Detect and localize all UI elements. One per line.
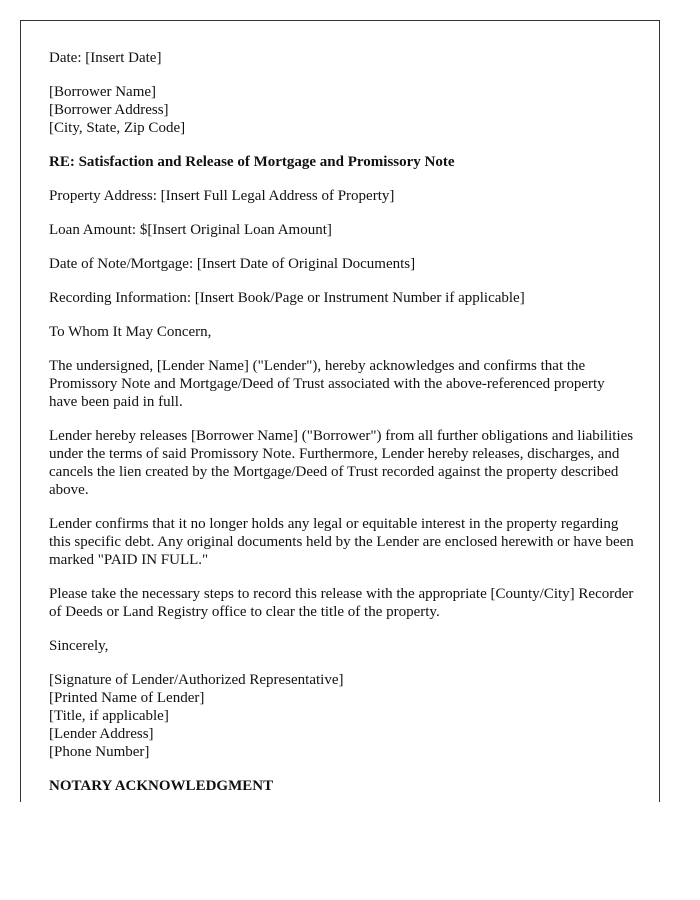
borrower-address: [Borrower Address] [49,102,169,118]
recording-info-line: Recording Information: [Insert Book/Page or Instrument Number if applicable] [49,290,525,306]
borrower-city-state-zip: [City, State, Zip Code] [49,120,186,136]
date-of-note-line: Date of Note/Mortgage: [Insert Date of Original Documents] [49,256,416,272]
signature-line: [Signature of Lender/Authorized Representative] [49,672,344,688]
letter-body [49,49,634,802]
borrower-address-block [49,83,634,137]
lender-address-line: [Lender Address] [49,726,154,742]
title-line: [Title, if applicable] [49,708,169,724]
paragraph-record-request: Please take the necessary steps to record this release with the appropriate [County/City] Recorder of Deeds or Land Registry office to clear the title of the property. [49,586,634,620]
phone-number-line: [Phone Number] [49,744,150,760]
subject-line: RE: Satisfaction and Release of Mortgage and Promissory Note [49,154,455,170]
paragraph-release: Lender hereby releases [Borrower Name] ("Borrower") from all further obligations and liabilities under the terms of said Promissory Note. Furthermore, Lender hereby releases, discharges, and cancels the lien created by the Mortgage/Deed of Trust recorded against the property described above. [49,428,634,498]
borrower-name: [Borrower Name] [49,84,157,100]
document-page [20,20,660,802]
paragraph-paid-in-full: The undersigned, [Lender Name] ("Lender"), hereby acknowledges and confirms that the Promissory Note and Mortgage/Deed of Trust associated with the above-referenced property have been paid in full. [49,358,605,410]
paragraph-no-interest: Lender confirms that it no longer holds any legal or equitable interest in the property regarding this specific debt. Any original documents held by the Lender are enclosed herewith or have been marked "PAID IN FULL." [49,516,634,568]
property-address-line: Property Address: [Insert Full Legal Address of Property] [49,188,395,204]
notary-heading: NOTARY ACKNOWLEDGMENT [49,778,274,794]
closing: Sincerely, [49,638,109,654]
signature-block [49,671,634,761]
salutation: To Whom It May Concern, [49,324,212,340]
loan-amount-line: Loan Amount: $[Insert Original Loan Amount] [49,222,332,238]
printed-name-line: [Printed Name of Lender] [49,690,205,706]
date-line: Date: [Insert Date] [49,50,162,66]
